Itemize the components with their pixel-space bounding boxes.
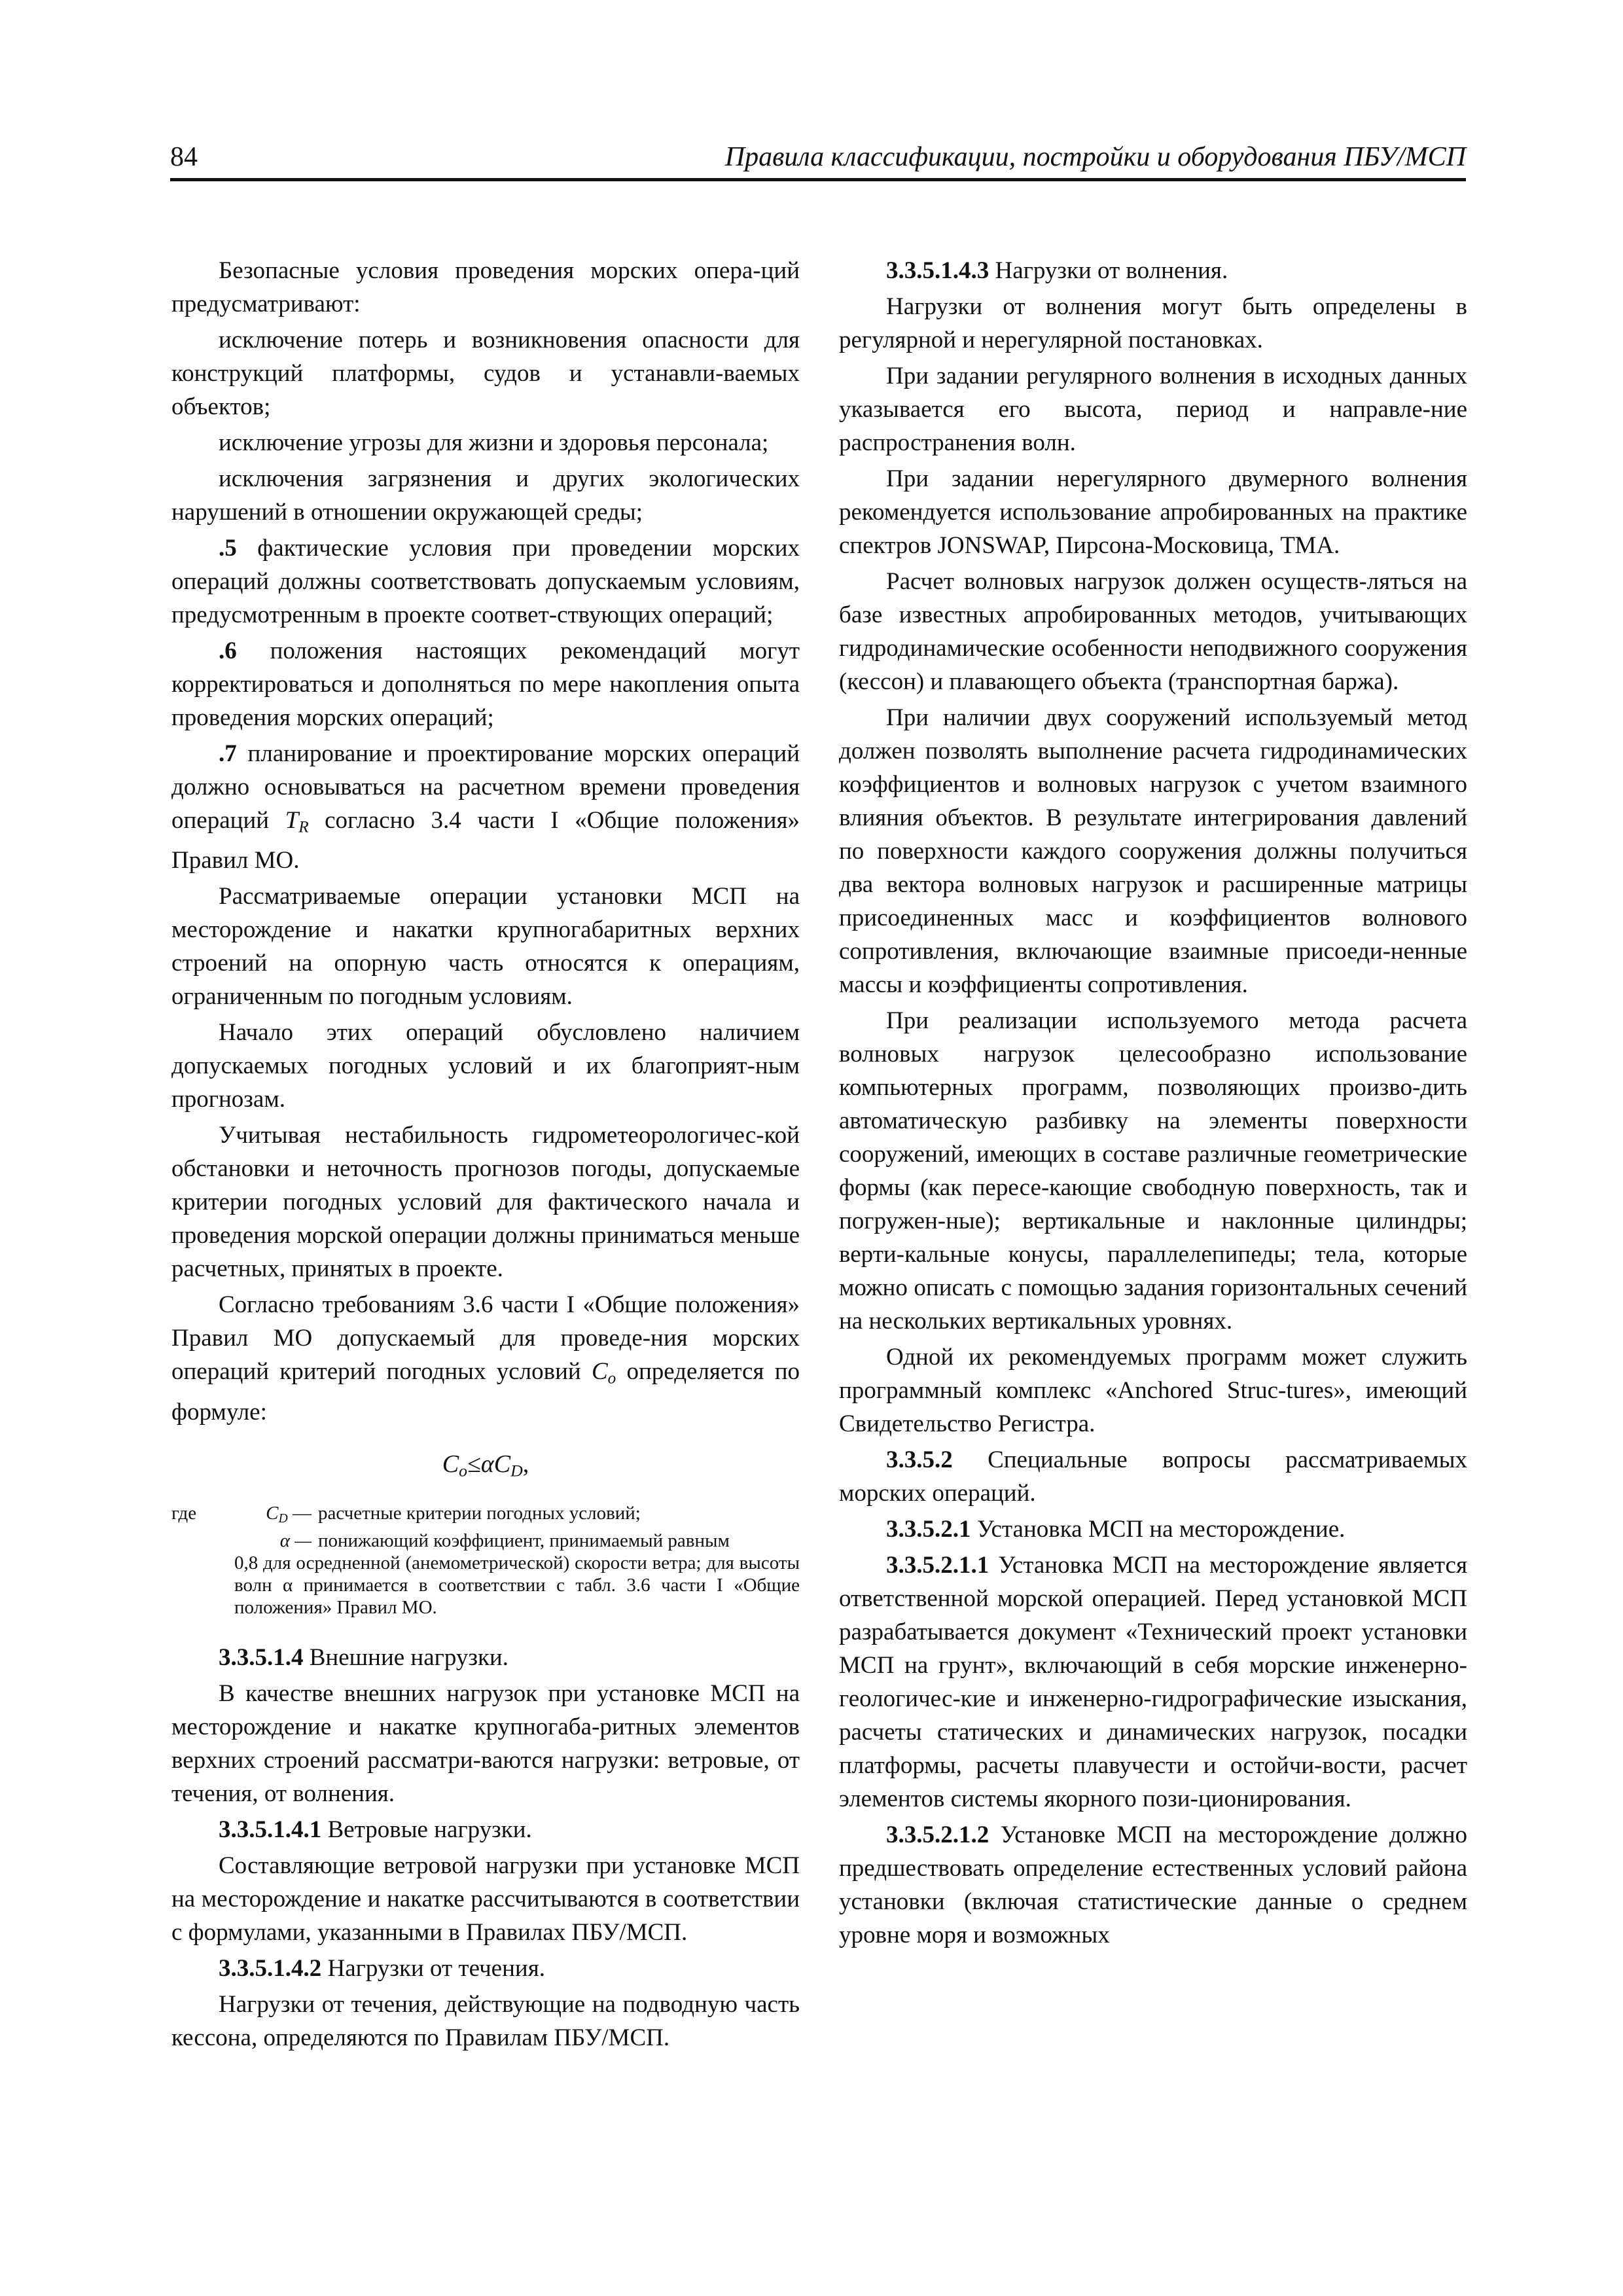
paragraph: Рассматриваемые операции установки МСП на месторождение и накатки крупногабаритных верхних строений на опорную часть относятся к операциям, ограниченным по погодным условиям. [171, 883, 800, 1011]
subscript: D [278, 1511, 288, 1526]
symbol: T [285, 807, 299, 834]
formula [171, 1444, 800, 1490]
paragraph-text: Установке МСП на месторождение должно предшествовать определение естественных условий района установки (включая статистические данные о среднем уровне моря и возможных [839, 1821, 1467, 1948]
section-number: 3.3.5.2.1.2 [886, 1821, 990, 1848]
paragraph-text: Установка МСП на месторождение является ответственной морской операцией. Перед установкой МСП разрабатывается документ «Технический проект установки МСП на грунт», включающий в себя морские инженерно-геологичес-кие и инженерно-гидрографические изыскания, расчеты статических и динамических нагрузок, посадки платформы, расчеты плавучести и остойчи-вости, расчет элементов системы якорного пози-ционирования. [839, 1552, 1467, 1812]
definition-symbol [234, 1502, 318, 1530]
section-heading [171, 1952, 800, 1985]
section-number: 3.3.5.2 [886, 1446, 953, 1473]
section-heading [171, 1813, 800, 1846]
page-number: 84 [170, 142, 198, 172]
symbol: C [266, 1503, 279, 1524]
paragraph: При задании регулярного волнения в исходных данных указывается его высота, период и направле-ние распространения волн. [839, 363, 1467, 456]
subscript: o [607, 1369, 616, 1388]
definition-text: расчетные критерии погодных условий; [318, 1503, 641, 1524]
paragraph: исключения загрязнения и других экологических нарушений в отношении окружающей среды; [171, 465, 800, 526]
paragraph-text: положения настоящих рекомендаций могут корректироваться и дополняться по мере накопления опыта проведения морских операций; [171, 637, 800, 731]
formula-part: , [522, 1450, 529, 1478]
paragraph: Безопасные условия проведения морских опера-ций предусматривают: [171, 257, 800, 317]
definition-row [171, 1502, 800, 1530]
paragraph-text: Согласно требованиям 3.6 части I «Общие положения» Правил МО допускаемый для проведе-ния морских операций критерий погодных условий [171, 1291, 800, 1386]
page-header [170, 140, 1466, 181]
running-title: Правила классификации, постройки и оборудования ПБУ/МСП [724, 142, 1466, 172]
symbol: C [591, 1358, 608, 1386]
section-number: 3.3.5.1.4.2 [219, 1954, 322, 1982]
paragraph-text: определяется по формуле: [171, 1358, 800, 1426]
dash: — [287, 1503, 312, 1524]
section-title: Нагрузки от волнения. [989, 257, 1228, 284]
paragraph: исключение угрозы для жизни и здоровья персонала; [219, 429, 769, 456]
section-title: Ветровые нагрузки. [321, 1816, 532, 1843]
paragraph [171, 531, 800, 632]
section-number: 3.3.5.1.4 [219, 1643, 304, 1671]
formula-subscript: o [459, 1461, 467, 1480]
definition-symbol: α — [279, 1530, 312, 1551]
paragraph: Нагрузки от волнения могут быть определены в регулярной и нерегулярной постановках. [839, 293, 1467, 353]
section-number: 3.3.5.1.4.1 [219, 1816, 322, 1843]
paragraph: При наличии двух сооружений используемый метод должен позволять выполнение расчета гидродинамических коэффициентов и волновых нагрузок с учетом взаимного влияния объектов. В результате интегрирования давлений по поверхности каждого сооружения должны получиться два вектора волновых нагрузок и расширенные матрицы присоединенных масс и коэффициентов волнового сопротивления, включающие взаимные присоеди-ненные массы и коэффициенты сопротивления. [839, 704, 1467, 998]
paragraph: Начало этих операций обусловлено наличием допускаемых погодных условий и их благоприят-ным прогнозам. [171, 1019, 800, 1113]
section-heading [839, 1443, 1467, 1510]
paragraph: Нагрузки от течения, действующие на подводную часть кессона, определяются по Правилам ПБУ/МСП. [171, 1990, 800, 2051]
left-column [171, 254, 800, 2057]
formula-part: C [442, 1450, 459, 1478]
section-title: Нагрузки от течения. [321, 1954, 545, 1982]
section-number: 3.3.5.2.1.1 [886, 1552, 990, 1579]
where-label: где [171, 1503, 197, 1524]
paragraph-text: фактические условия при проведении морских операций должны соответствовать допускаемым условиям, предусмотренным в проекте соответ-ствующих операций; [171, 535, 800, 628]
paragraph: Одной их рекомендуемых программ может служить программный комплекс «Anchored Struc-tures», имеющий Свидетельство Регистра. [839, 1344, 1467, 1437]
paragraph: При задании нерегулярного двумерного волнения рекомендуется использование апробированных на практике спектров JONSWAP, Пирсона-Московица, ТМА. [839, 465, 1467, 559]
section-number: 3.3.5.2.1 [886, 1516, 971, 1543]
section-title: Внешние нагрузки. [303, 1643, 508, 1671]
subscript: R [298, 818, 309, 836]
definition-continuation: 0,8 для осредненной (анемометрической) скорости ветра; для высоты волн α принимается в соответствии с табл. 3.6 части I «Общие положения» Правил МО. [234, 1552, 800, 1618]
section-title: Установка МСП на месторождение. [971, 1516, 1346, 1543]
section-heading [839, 1513, 1467, 1546]
formula-subscript: D [510, 1461, 523, 1480]
paragraph: В качестве внешних нагрузок при установке МСП на месторождение и накатке крупногаба-ритных элементов верхних строений рассматри-ваются нагрузки: ветровые, от течения, от волнения. [171, 1679, 800, 1807]
paragraph: Учитывая нестабильность гидрометеорологичес-кой обстановки и неточность прогнозов погоды, допускаемые критерии погодных условий для фактического начала и проведения морской операции должны приниматься меньше расчетных, принятых в проекте. [171, 1122, 800, 1283]
paragraph [171, 737, 800, 877]
paragraph [171, 1288, 800, 1428]
definition-text: понижающий коэффициент, принимаемый равным [318, 1530, 730, 1551]
section-paragraph [839, 1818, 1467, 1952]
item-number: .7 [219, 740, 237, 767]
item-number: .6 [219, 637, 237, 664]
definition-row [171, 1530, 800, 1552]
item-number: .5 [219, 535, 237, 562]
section-paragraph [839, 1549, 1467, 1816]
formula-definitions [171, 1502, 800, 1619]
paragraph: Расчет волновых нагрузок должен осуществ-ляться на базе известных апробированных методов, учитывающих гидродинамические особенности неподвижного сооружения (кессон) и плавающего объекта (транспортная баржа). [839, 568, 1467, 695]
section-heading [171, 1641, 800, 1674]
paragraph-text: планирование и проектирование морских операций должно основываться на расчетном времени проведения операций [171, 740, 800, 834]
formula-part: ≤αC [467, 1450, 511, 1478]
paragraph: При реализации используемого метода расчета волновых нагрузок целесообразно использование компьютерных программ, позволяющих произво-дить автоматическую разбивку на элементы поверхности сооружений, имеющих в составе различные геометрические формы (как пересе-кающие свободную поверхность, так и погружен-ные); вертикальные и наклонные цилиндры; верти-кальные конусы, параллелепипеды; тела, которые можно описать с помощью задания горизонтальных сечений на нескольких вертикальных уровнях. [839, 1007, 1467, 1335]
section-title: Специальные вопросы рассматриваемых морских операций. [839, 1446, 1467, 1507]
paragraph-text: согласно 3.4 части I «Общие положения» Правил МО. [171, 807, 800, 874]
paragraph: исключение потерь и возникновения опасности для конструкций платформы, судов и устанавли-ваемых объектов; [171, 327, 800, 420]
right-column [839, 254, 1467, 1954]
paragraph [171, 634, 800, 734]
section-heading [839, 254, 1467, 287]
section-number: 3.3.5.1.4.3 [886, 257, 990, 284]
paragraph: Составляющие ветровой нагрузки при установке МСП на месторождение и накатке рассчитываются в соответствии с формулами, указанными в Правилах ПБУ/МСП. [171, 1852, 800, 1946]
